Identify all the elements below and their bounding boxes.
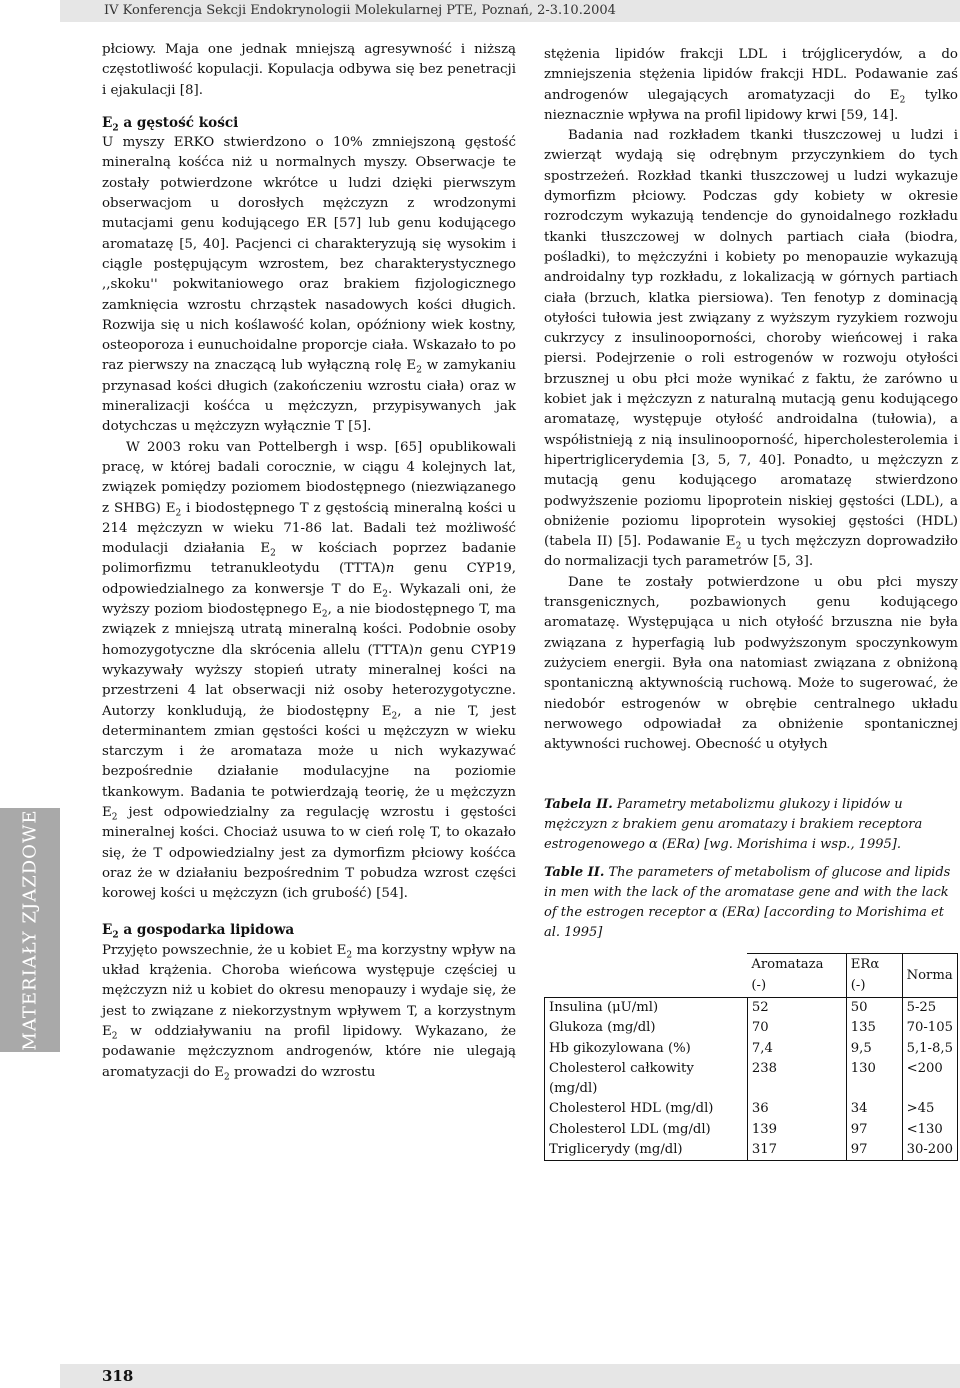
section-heading-bone-density: $E_2$ a gęstość kości: [102, 114, 239, 134]
table-cell: <130: [902, 1120, 957, 1140]
table-cell: 52: [747, 997, 846, 1018]
table-cell: <200: [902, 1059, 957, 1100]
table-cell: Glukoza (mg/dl): [545, 1018, 748, 1038]
table-row: [545, 1140, 958, 1161]
paragraph-bone-1: U myszy ERKO stwierdzono o 10% zmniejszoną gęstość mineralną kośćca niż u normalnych myszy. Obserwacje te zostały potwierdzone wkrótce u ludzi dzięki pierwszym obserwacjom u dorosłych mężczyzn z wrodzonymi mutacjami genu kodującego ER [57] lub genu kodującego aromatazę [5, 40]. Pacjenci ci charakteryzują się wysokim i ciągle postępującym wzrostem, bez charakterystycznego ,,skoku'' pokwitaniowego oraz brakiem fizjologicznego zamknięcia wzrostu chrząstek nasadowych kości długich. Rozwija się u nich koślawość kolan, opóźniony wiek kostny, osteoporoza i eunuchoidalne proporcje ciała. Wskazało to po raz pierwszy na znaczącą lub wyłączną rolę $E_2$ w zamykaniu przynasad kości długich (zakończeniu wzrostu ciała) oraz w mineralizacji kośćca u mężczyzn, przypisywanych jak dotychczas u mężczyzn wyłącznie T [5].: [102, 135, 516, 435]
table-header-aromatase: Aromataza (-): [747, 954, 846, 998]
table-cell: 70-105: [902, 1018, 957, 1038]
table-row: [545, 1039, 958, 1059]
table-cell: Triglicerydy (mg/dl): [545, 1140, 748, 1161]
table-row: [545, 1059, 958, 1100]
table-row: [545, 997, 958, 1018]
paragraph-lipids-2: stężenia lipidów frakcji LDL i trójglicerydów, a do zmniejszenia stężenia lipidów frakcji HDL. Podawanie zaś androgenów ulegających aromatyzacji do $E_2$ tylko nieznacznie wpływa na profil lipidowy krwi [59, 14].: [544, 47, 958, 123]
table-header-era: ERα (-): [846, 954, 902, 998]
table-cell: 130: [846, 1059, 902, 1100]
table-cell: 139: [747, 1120, 846, 1140]
data-table: [544, 953, 958, 1161]
table-row: [545, 1120, 958, 1140]
table-header-blank: [545, 954, 748, 998]
right-column: [544, 45, 958, 1161]
table-cell: 238: [747, 1059, 846, 1100]
table-header-norm: Norma: [902, 954, 957, 998]
table-cell: 34: [846, 1099, 902, 1119]
table-cell: 317: [747, 1140, 846, 1161]
table-cell: Insulina (μU/ml): [545, 997, 748, 1018]
paragraph-continued: płciowy. Maja one jednak mniejszą agresywność i niższą częstotliwość kopulacji. Kopulacja odbywa się bez penetracji i ejakulacji [8].: [102, 42, 516, 98]
paragraph-bone-2: W 2003 roku van Pottelbergh i wsp. [65] opublikowali pracę, w której badali corocznie, w ciągu 4 kolejnych lat, związek pomiędzy poziomem biodostępnego (niezwiązanego z SHBG) $E_2$ i biodostępnego T z gęstością mineralną kości u 214 mężczyzn w wieku 71-86 lat. Badali też możliwość modulacji działania $E_2$ w kościach poprzez badanie polimorfizmu tetranukleotydu (TTTA)n genu CYP19, odpowiedzialnego za konwersje T do $E_2$. Wykazali oni, że wyższy poziom biodostępnego $E_2$, a nie biodostępnego T, ma związek z mniejszą utratą mineralną kości. Podobnie osoby homozygotyczne dla skrócenia allelu (TTTA)n genu CYP19 wykazywały wyższy stopień utraty mineralnej kości na przestrzeni 4 lat obserwacji niż osoby heterozygotyczne. Autorzy konkludują, że biodostępny $E_2$, a nie T, jest determinantem zmian gęstości kości u mężczyzn w wieku starczym i że aromataza może u nich wykazywać bezpośrednie działanie modulacyjne na poziomie tkankowym. Badania te potwierdzają teorię, że u mężczyzn $E_2$ jest odpowiedzialny za regulację wzrostu i gęstości mineralnej kości. Chociaż usuwa to w cień rolę T, to okazało się, że T odpowiedzialny jest za dymorfizm płciowy kośćca oraz że w działaniu bezpośrednim T pobudza wzrost części korowej kości u mężczyzn (ich grubość) [54].: [102, 439, 517, 902]
table-cell: Cholesterol LDL (mg/dl): [545, 1120, 748, 1140]
table-row: [545, 1018, 958, 1038]
table-cell: 70: [747, 1018, 846, 1038]
table-cell: 30-200: [902, 1140, 957, 1161]
table-cell: 36: [747, 1099, 846, 1119]
paragraph-mice: Dane te zostały potwierdzone u obu płci myszy transgenicznych, pozbawionych genu kodującego aromatazę. Występująca u nich otyłość brzuszna nie była związana z hyperfagią lub podwyższonym spoczynkowym zużyciem energii. Była ona natomiast związana z obniżoną spontaniczną aktywnością ruchową. Może to sugerować, że niedobór estrogenów w obrębie centralnego układu nerwowego odpowiadał za obniżenie spontanicznej aktywności ruchowej. Obecność u otyłych: [544, 574, 958, 753]
table-cell: 5,1-8,5: [902, 1039, 957, 1059]
table-row: [545, 1099, 958, 1119]
table-cell: 97: [846, 1140, 902, 1161]
table-cell: 7,4: [747, 1039, 846, 1059]
paragraph-fat-distribution: Badania nad rozkładem tkanki tłuszczowej u ludzi i zwierząt wydają się odrębnym przyczynkiem do tych spostrzeżeń. Rozkład tkanki tłuszczowej u ludzi wykazuje dymorfizm płciowy. Podczas gdy kobiety w okresie rozrodczym wykazują tendencje do gynoidalnego rozkładu tkanki tłuszczowej w dolnych partiach ciała (biodra, pośladki), to mężczyźni i kobiety po menopauzie wykazują androidalny typ rozkładu, z lokalizacją w górnych partiach ciała (brzuch, klatka piersiowa). Ten fenotyp z dominacją otyłości tułowia jest związany z wyższym ryzykiem rozwoju cukrzycy z insulinooporności, choroby wieńcowej i raka piersi. Podejrzenie o roli estrogenów w rozwoju otyłości brzusznej u obu płci może wynikać z faktu, że zarówno u kobiet jak i mężczyzn z naturalną mutacją genu kodującego aromatazę, występuje otyłość androidalna (tułowia), a współistnieją z nią insulinooporność, hipercholesterolemia i hipertriglicerydemia [3, 5, 7, 40]. Ponadto, u mężczyzn z mutacją genu kodującego aromatazę stwierdzono podwyższenie poziomu lipoprotein niskiej gęstości (LDL), a obniżenie poziomu lipoprotein wysokiej gęstości (HDL) (tabela II) [5]. Podawanie $E_2$ u tych mężczyzn doprowadziło do normalizacji tych parametrów [5, 3].: [544, 128, 958, 570]
caption-polish: Tabela II. Parametry metabolizmu glukozy i lipidów u mężczyzn z brakiem genu aromatazy i brakiem receptora estrogenowego α (ERα) [wg. Morishima i wsp., 1995].: [544, 797, 923, 853]
paragraph-lipids-1: Przyjęto powszechnie, że u kobiet $E_2$ ma korzystny wpływ na układ krążenia. Choroba wieńcowa występuje częściej u mężczyzn niż u kobiet do okresu menopauzy i wydaje się, że jest to związane z niekorzystnym wpływem T, a korzystnym $E_2$ w oddziaływaniu na profil lipidowy. Wykazano, że podawanie mężczyznom androgenów, które nie ulegają aromatyzacji do $E_2$ prowadzi do wzrostu: [102, 942, 516, 1083]
table-cell: 135: [846, 1018, 902, 1038]
caption-english: Table II. The parameters of metabolism of glucose and lipids in men with the lack of the aromatase gene and with the lack of the estrogen receptor α (ERα) [according to Morishima et al. 1995]: [544, 865, 951, 941]
table-cell: Cholesterol HDL (mg/dl): [545, 1099, 748, 1119]
table-cell: 50: [846, 997, 902, 1018]
table-cell: 9,5: [846, 1039, 902, 1059]
section-heading-lipids: $E_2$ a gospodarka lipidowa: [102, 922, 295, 942]
side-tab: [0, 808, 60, 1052]
left-column: [102, 40, 516, 1083]
page-number: 318: [60, 1364, 960, 1388]
table-caption: [544, 795, 958, 943]
side-tab-label: MATERIAŁY ZJAZDOWE: [19, 809, 41, 1051]
running-header: IV Konferencja Sekcji Endokrynologii Molekularnej PTE, Poznań, 2-3.10.2004: [60, 0, 960, 22]
table-cell: 5-25: [902, 997, 957, 1018]
table-cell: 97: [846, 1120, 902, 1140]
table-cell: Hb gikozylowana (%): [545, 1039, 748, 1059]
table-cell: >45: [902, 1099, 957, 1119]
table-cell: Cholesterol całkowity (mg/dl): [545, 1059, 748, 1100]
